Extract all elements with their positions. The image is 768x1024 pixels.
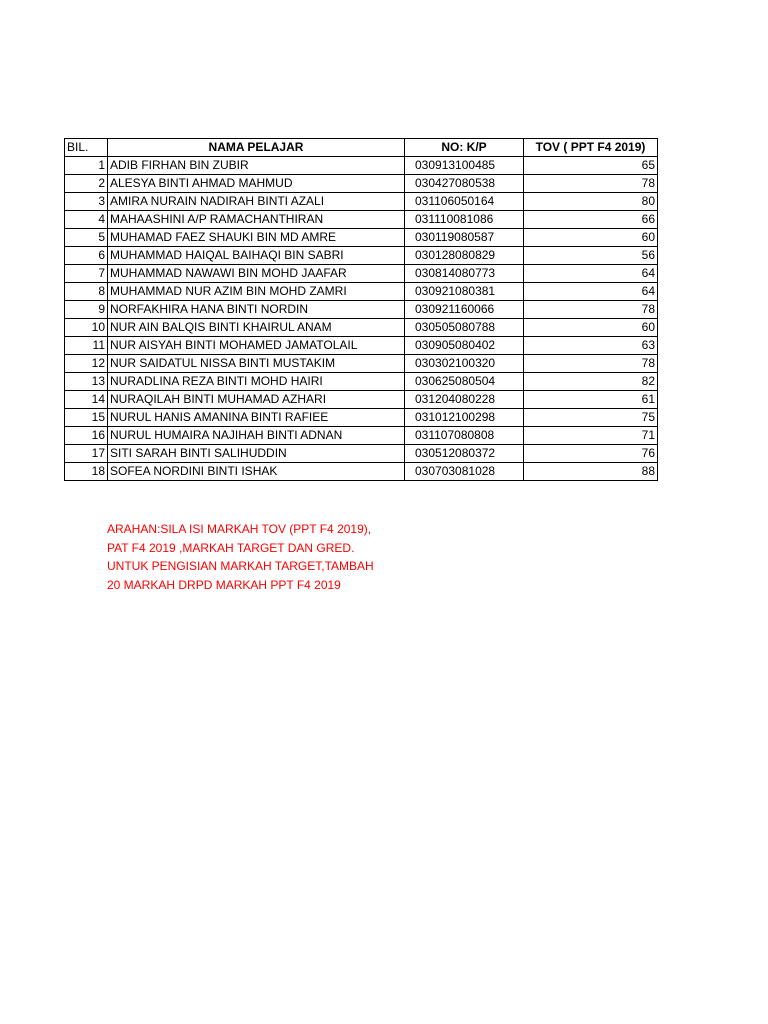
cell-name[interactable]: NORFAKHIRA HANA BINTI NORDIN xyxy=(108,301,405,319)
cell-bil[interactable]: 2 xyxy=(65,175,108,193)
cell-name[interactable]: NUR AISYAH BINTI MOHAMED JAMATOLAIL xyxy=(108,337,405,355)
table-row xyxy=(65,355,658,373)
cell-tov[interactable]: 75 xyxy=(524,409,658,427)
cell-tov[interactable]: 78 xyxy=(524,355,658,373)
spreadsheet-area xyxy=(64,138,658,481)
cell-bil[interactable]: 12 xyxy=(65,355,108,373)
cell-kp[interactable]: 030625080504 xyxy=(405,373,524,391)
cell-name[interactable]: ADIB FIRHAN BIN ZUBIR xyxy=(108,157,405,175)
table-row xyxy=(65,373,658,391)
cell-tov[interactable]: 56 xyxy=(524,247,658,265)
cell-name[interactable]: MUHAMMAD HAIQAL BAIHAQI BIN SABRI xyxy=(108,247,405,265)
student-table xyxy=(64,138,658,481)
cell-kp[interactable]: 030427080538 xyxy=(405,175,524,193)
cell-name[interactable]: ALESYA BINTI AHMAD MAHMUD xyxy=(108,175,405,193)
cell-kp[interactable]: 030703081028 xyxy=(405,463,524,481)
cell-bil[interactable]: 8 xyxy=(65,283,108,301)
cell-kp[interactable]: 031106050164 xyxy=(405,193,524,211)
cell-name[interactable]: NUR AIN BALQIS BINTI KHAIRUL ANAM xyxy=(108,319,405,337)
cell-tov[interactable]: 66 xyxy=(524,211,658,229)
table-row xyxy=(65,283,658,301)
cell-bil[interactable]: 9 xyxy=(65,301,108,319)
cell-bil[interactable]: 17 xyxy=(65,445,108,463)
table-row xyxy=(65,427,658,445)
instruction-line: UNTUK PENGISIAN MARKAH TARGET,TAMBAH xyxy=(107,559,374,573)
cell-tov[interactable]: 88 xyxy=(524,463,658,481)
table-row xyxy=(65,463,658,481)
cell-name[interactable]: MUHAMMAD NAWAWI BIN MOHD JAAFAR xyxy=(108,265,405,283)
cell-tov[interactable]: 82 xyxy=(524,373,658,391)
table-row xyxy=(65,193,658,211)
cell-name[interactable]: MUHAMAD FAEZ SHAUKI BIN MD AMRE xyxy=(108,229,405,247)
cell-tov[interactable]: 65 xyxy=(524,157,658,175)
cell-tov[interactable]: 61 xyxy=(524,391,658,409)
cell-tov[interactable]: 71 xyxy=(524,427,658,445)
cell-bil[interactable]: 4 xyxy=(65,211,108,229)
cell-name[interactable]: NURAQILAH BINTI MUHAMAD AZHARI xyxy=(108,391,405,409)
header-row xyxy=(65,139,658,157)
cell-kp[interactable]: 030913100485 xyxy=(405,157,524,175)
header-tov[interactable]: TOV ( PPT F4 2019) xyxy=(524,139,658,157)
cell-tov[interactable]: 76 xyxy=(524,445,658,463)
cell-tov[interactable]: 64 xyxy=(524,283,658,301)
cell-name[interactable]: SITI SARAH BINTI SALIHUDDIN xyxy=(108,445,405,463)
cell-kp[interactable]: 031012100298 xyxy=(405,409,524,427)
cell-name[interactable]: AMIRA NURAIN NADIRAH BINTI AZALI xyxy=(108,193,405,211)
cell-bil[interactable]: 5 xyxy=(65,229,108,247)
cell-name[interactable]: MAHAASHINI A/P RAMACHANTHIRAN xyxy=(108,211,405,229)
cell-bil[interactable]: 7 xyxy=(65,265,108,283)
instructions-note xyxy=(107,520,374,594)
cell-bil[interactable]: 10 xyxy=(65,319,108,337)
cell-tov[interactable]: 60 xyxy=(524,319,658,337)
cell-bil[interactable]: 13 xyxy=(65,373,108,391)
table-row xyxy=(65,319,658,337)
cell-bil[interactable]: 18 xyxy=(65,463,108,481)
table-row xyxy=(65,265,658,283)
cell-kp[interactable]: 030505080788 xyxy=(405,319,524,337)
table-row xyxy=(65,157,658,175)
cell-tov[interactable]: 64 xyxy=(524,265,658,283)
instruction-line: 20 MARKAH DRPD MARKAH PPT F4 2019 xyxy=(107,577,341,592)
cell-kp[interactable]: 030302100320 xyxy=(405,355,524,373)
header-kp[interactable]: NO: K/P xyxy=(405,139,524,157)
cell-kp[interactable]: 030128080829 xyxy=(405,247,524,265)
cell-bil[interactable]: 16 xyxy=(65,427,108,445)
header-bil[interactable]: BIL. xyxy=(65,139,108,157)
cell-bil[interactable]: 6 xyxy=(65,247,108,265)
cell-name[interactable]: SOFEA NORDINI BINTI ISHAK xyxy=(108,463,405,481)
cell-kp[interactable]: 030814080773 xyxy=(405,265,524,283)
cell-kp[interactable]: 031107080808 xyxy=(405,427,524,445)
cell-bil[interactable]: 3 xyxy=(65,193,108,211)
cell-tov[interactable]: 78 xyxy=(524,175,658,193)
cell-bil[interactable]: 11 xyxy=(65,337,108,355)
table-row xyxy=(65,445,658,463)
cell-bil[interactable]: 15 xyxy=(65,409,108,427)
cell-bil[interactable]: 14 xyxy=(65,391,108,409)
cell-kp[interactable]: 030119080587 xyxy=(405,229,524,247)
table-row xyxy=(65,247,658,265)
table-row xyxy=(65,391,658,409)
cell-tov[interactable]: 80 xyxy=(524,193,658,211)
table-row xyxy=(65,409,658,427)
cell-tov[interactable]: 63 xyxy=(524,337,658,355)
cell-tov[interactable]: 78 xyxy=(524,301,658,319)
cell-name[interactable]: MUHAMMAD NUR AZIM BIN MOHD ZAMRI xyxy=(108,283,405,301)
cell-name[interactable]: NURADLINA REZA BINTI MOHD HAIRI xyxy=(108,373,405,391)
table-row xyxy=(65,175,658,193)
cell-kp[interactable]: 031204080228 xyxy=(405,391,524,409)
cell-bil[interactable]: 1 xyxy=(65,157,108,175)
cell-name[interactable]: NUR SAIDATUL NISSA BINTI MUSTAKIM xyxy=(108,355,405,373)
cell-kp[interactable]: 030512080372 xyxy=(405,445,524,463)
cell-kp[interactable]: 030921160066 xyxy=(405,301,524,319)
cell-kp[interactable]: 030905080402 xyxy=(405,337,524,355)
table-row xyxy=(65,229,658,247)
table-row xyxy=(65,301,658,319)
instruction-line: PAT F4 2019 ,MARKAH TARGET DAN GRED. xyxy=(107,540,355,555)
cell-kp[interactable]: 030921080381 xyxy=(405,283,524,301)
table-body xyxy=(65,157,658,481)
cell-name[interactable]: NURUL HANIS AMANINA BINTI RAFIEE xyxy=(108,409,405,427)
table-row xyxy=(65,211,658,229)
cell-name[interactable]: NURUL HUMAIRA NAJIHAH BINTI ADNAN xyxy=(108,427,405,445)
cell-kp[interactable]: 031110081086 xyxy=(405,211,524,229)
header-name[interactable]: NAMA PELAJAR xyxy=(108,139,405,157)
instruction-line: ARAHAN:SILA ISI MARKAH TOV (PPT F4 2019), xyxy=(107,522,372,536)
cell-tov[interactable]: 60 xyxy=(524,229,658,247)
table-row xyxy=(65,337,658,355)
